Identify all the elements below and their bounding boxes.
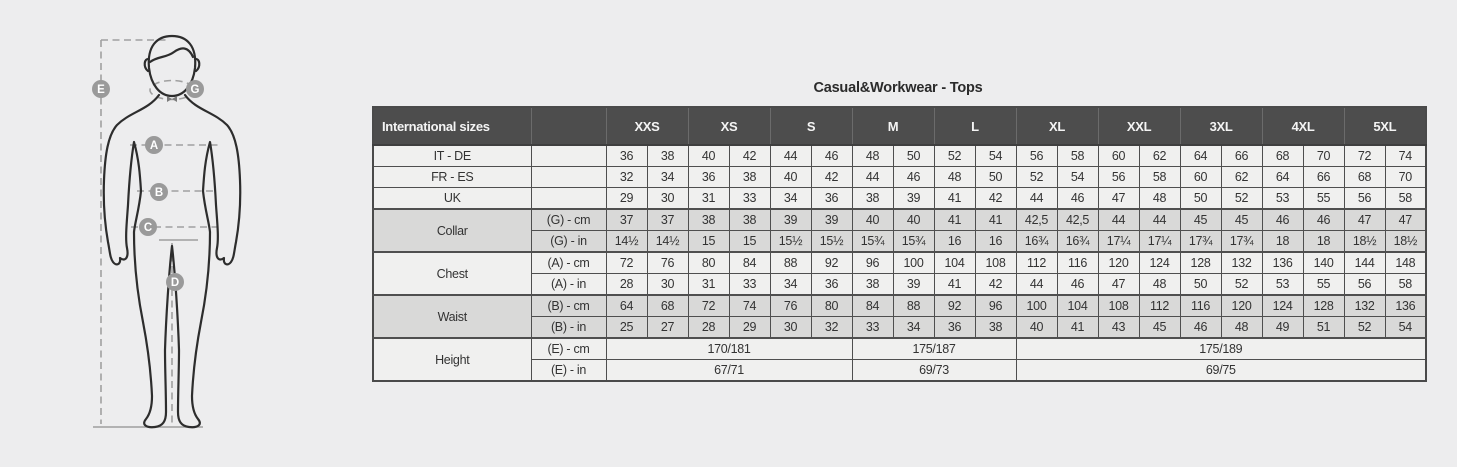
hair-line: [150, 48, 193, 62]
value-cell: 64: [1262, 167, 1303, 188]
value-cell: 17¾: [1180, 231, 1221, 253]
row-sub-label: [531, 188, 606, 210]
value-cell: 80: [811, 295, 852, 317]
body-figure-svg: [40, 12, 290, 460]
value-cell: 170/181: [606, 338, 852, 360]
value-cell: 80: [688, 252, 729, 274]
row-sub-label: [531, 167, 606, 188]
value-cell: 175/187: [852, 338, 1016, 360]
value-cell: 100: [1016, 295, 1057, 317]
page-title: Casual&Workwear - Tops: [813, 80, 983, 96]
measure-letter-e: E: [97, 84, 105, 96]
value-cell: 34: [647, 167, 688, 188]
measure-letter-b: B: [154, 187, 164, 199]
row-sub-label: (E) - cm: [531, 338, 606, 360]
value-cell: 96: [975, 295, 1016, 317]
value-cell: 56: [1098, 167, 1139, 188]
value-cell: 50: [1180, 188, 1221, 210]
header-row: [373, 107, 1426, 145]
measure-label-d: [166, 273, 184, 291]
value-cell: 49: [1262, 317, 1303, 339]
value-cell: 54: [975, 145, 1016, 167]
value-cell: 29: [606, 188, 647, 210]
value-cell: 50: [1180, 274, 1221, 296]
value-cell: 60: [1180, 167, 1221, 188]
value-cell: 17¼: [1139, 231, 1180, 253]
row-label: IT - DE: [373, 145, 531, 167]
value-cell: 29: [729, 317, 770, 339]
size-header-m: M: [852, 107, 934, 145]
value-cell: 39: [893, 274, 934, 296]
value-cell: 44: [1016, 274, 1057, 296]
value-cell: 16: [975, 231, 1016, 253]
value-cell: 55: [1303, 188, 1344, 210]
value-cell: 116: [1180, 295, 1221, 317]
value-cell: 38: [975, 317, 1016, 339]
value-cell: 74: [729, 295, 770, 317]
value-cell: 40: [893, 209, 934, 231]
value-cell: 53: [1262, 274, 1303, 296]
row-sub-label: (A) - cm: [531, 252, 606, 274]
value-cell: 47: [1344, 209, 1385, 231]
value-cell: 140: [1303, 252, 1344, 274]
value-cell: 44: [770, 145, 811, 167]
value-cell: 67/71: [606, 360, 852, 382]
row-label: Collar: [373, 209, 531, 252]
value-cell: 15: [688, 231, 729, 253]
value-cell: 14½: [647, 231, 688, 253]
value-cell: 84: [729, 252, 770, 274]
row-sub-label: (A) - in: [531, 274, 606, 296]
value-cell: 132: [1221, 252, 1262, 274]
row-label: FR - ES: [373, 167, 531, 188]
value-cell: 60: [1098, 145, 1139, 167]
value-cell: 112: [1016, 252, 1057, 274]
value-cell: 41: [934, 188, 975, 210]
value-cell: 17¾: [1221, 231, 1262, 253]
body-measurement-figure: [40, 12, 290, 460]
value-cell: 84: [852, 295, 893, 317]
value-cell: 39: [893, 188, 934, 210]
value-cell: 17¼: [1098, 231, 1139, 253]
table-row: [373, 167, 1426, 188]
value-cell: 54: [1057, 167, 1098, 188]
value-cell: 69/73: [852, 360, 1016, 382]
value-cell: 16: [934, 231, 975, 253]
value-cell: 132: [1344, 295, 1385, 317]
value-cell: 58: [1385, 274, 1426, 296]
value-cell: 50: [893, 145, 934, 167]
value-cell: 39: [811, 209, 852, 231]
value-cell: 76: [647, 252, 688, 274]
value-cell: 124: [1139, 252, 1180, 274]
value-cell: 27: [647, 317, 688, 339]
table-row: [373, 209, 1426, 231]
value-cell: 44: [852, 167, 893, 188]
value-cell: 64: [1180, 145, 1221, 167]
value-cell: 28: [606, 274, 647, 296]
measure-letter-a: A: [149, 140, 159, 152]
value-cell: 47: [1098, 274, 1139, 296]
size-chart-table: [372, 106, 1427, 382]
value-cell: 36: [811, 188, 852, 210]
value-cell: 42: [811, 167, 852, 188]
value-cell: 58: [1385, 188, 1426, 210]
table-row: [373, 338, 1426, 360]
value-cell: 46: [1262, 209, 1303, 231]
value-cell: 46: [893, 167, 934, 188]
value-cell: 33: [729, 188, 770, 210]
value-cell: 41: [934, 209, 975, 231]
measure-letter-c: C: [143, 222, 153, 234]
value-cell: 45: [1180, 209, 1221, 231]
value-cell: 72: [688, 295, 729, 317]
size-header-4xl: 4XL: [1262, 107, 1344, 145]
value-cell: 32: [606, 167, 647, 188]
value-cell: 58: [1057, 145, 1098, 167]
value-cell: 112: [1139, 295, 1180, 317]
measure-label-g: [186, 80, 204, 98]
value-cell: 74: [1385, 145, 1426, 167]
value-cell: 45: [1139, 317, 1180, 339]
value-cell: 37: [647, 209, 688, 231]
value-cell: 43: [1098, 317, 1139, 339]
value-cell: 15¾: [852, 231, 893, 253]
table-row: [373, 252, 1426, 274]
value-cell: 36: [606, 145, 647, 167]
value-cell: 46: [811, 145, 852, 167]
value-cell: 31: [688, 274, 729, 296]
size-header-3xl: 3XL: [1180, 107, 1262, 145]
value-cell: 100: [893, 252, 934, 274]
value-cell: 64: [606, 295, 647, 317]
size-header-5xl: 5XL: [1344, 107, 1426, 145]
value-cell: 88: [893, 295, 934, 317]
value-cell: 42: [729, 145, 770, 167]
value-cell: 52: [1221, 274, 1262, 296]
row-label: Chest: [373, 252, 531, 295]
value-cell: 51: [1303, 317, 1344, 339]
value-cell: 92: [934, 295, 975, 317]
value-cell: 128: [1303, 295, 1344, 317]
value-cell: 56: [1016, 145, 1057, 167]
row-sub-label: (B) - cm: [531, 295, 606, 317]
table-row: [373, 317, 1426, 339]
value-cell: 56: [1344, 188, 1385, 210]
value-cell: 41: [1057, 317, 1098, 339]
value-cell: 44: [1139, 209, 1180, 231]
value-cell: 66: [1221, 145, 1262, 167]
value-cell: 42: [975, 274, 1016, 296]
measure-letter-g: G: [190, 84, 200, 96]
value-cell: 144: [1344, 252, 1385, 274]
value-cell: 48: [1139, 274, 1180, 296]
measure-label-b: [150, 183, 168, 201]
value-cell: 32: [811, 317, 852, 339]
value-cell: 53: [1262, 188, 1303, 210]
value-cell: 45: [1221, 209, 1262, 231]
size-header-l: L: [934, 107, 1016, 145]
value-cell: 70: [1385, 167, 1426, 188]
value-cell: 42,5: [1016, 209, 1057, 231]
value-cell: 14½: [606, 231, 647, 253]
value-cell: 124: [1262, 295, 1303, 317]
table-row: [373, 188, 1426, 210]
value-cell: 52: [1221, 188, 1262, 210]
value-cell: 46: [1303, 209, 1344, 231]
measure-label-c: [139, 218, 157, 236]
header-spacer-cell: [531, 107, 606, 145]
row-label: Waist: [373, 295, 531, 338]
value-cell: 18: [1303, 231, 1344, 253]
value-cell: 66: [1303, 167, 1344, 188]
row-sub-label: (E) - in: [531, 360, 606, 382]
table-row: [373, 231, 1426, 253]
size-header-xxl: XXL: [1098, 107, 1180, 145]
value-cell: 175/189: [1016, 338, 1426, 360]
size-header-xxs: XXS: [606, 107, 688, 145]
value-cell: 46: [1057, 274, 1098, 296]
size-header-xs: XS: [688, 107, 770, 145]
value-cell: 48: [852, 145, 893, 167]
value-cell: 36: [934, 317, 975, 339]
value-cell: 40: [1016, 317, 1057, 339]
value-cell: 34: [770, 274, 811, 296]
value-cell: 54: [1385, 317, 1426, 339]
value-cell: 38: [852, 274, 893, 296]
value-cell: 16¾: [1057, 231, 1098, 253]
table-row: [373, 295, 1426, 317]
value-cell: 136: [1262, 252, 1303, 274]
value-cell: 33: [852, 317, 893, 339]
value-cell: 70: [1303, 145, 1344, 167]
value-cell: 46: [1180, 317, 1221, 339]
measure-letter-d: D: [170, 277, 180, 289]
value-cell: 36: [811, 274, 852, 296]
table-body: [373, 145, 1426, 381]
value-cell: 30: [647, 188, 688, 210]
value-cell: 41: [975, 209, 1016, 231]
value-cell: 18½: [1385, 231, 1426, 253]
value-cell: 36: [688, 167, 729, 188]
value-cell: 52: [934, 145, 975, 167]
value-cell: 34: [893, 317, 934, 339]
value-cell: 34: [770, 188, 811, 210]
header-international-sizes: International sizes: [373, 107, 531, 145]
value-cell: 18: [1262, 231, 1303, 253]
value-cell: 46: [1057, 188, 1098, 210]
value-cell: 128: [1180, 252, 1221, 274]
value-cell: 44: [1098, 209, 1139, 231]
table-row: [373, 274, 1426, 296]
value-cell: 68: [1262, 145, 1303, 167]
size-header-xl: XL: [1016, 107, 1098, 145]
value-cell: 18½: [1344, 231, 1385, 253]
value-cell: 38: [729, 209, 770, 231]
value-cell: 15½: [770, 231, 811, 253]
value-cell: 120: [1221, 295, 1262, 317]
value-cell: 62: [1139, 145, 1180, 167]
value-cell: 148: [1385, 252, 1426, 274]
value-cell: 47: [1385, 209, 1426, 231]
value-cell: 116: [1057, 252, 1098, 274]
value-cell: 39: [770, 209, 811, 231]
value-cell: 50: [975, 167, 1016, 188]
value-cell: 40: [688, 145, 729, 167]
value-cell: 15¾: [893, 231, 934, 253]
value-cell: 30: [770, 317, 811, 339]
value-cell: 72: [1344, 145, 1385, 167]
row-sub-label: (B) - in: [531, 317, 606, 339]
measure-label-e: [92, 80, 110, 98]
value-cell: 41: [934, 274, 975, 296]
value-cell: 136: [1385, 295, 1426, 317]
table-row: [373, 360, 1426, 382]
value-cell: 31: [688, 188, 729, 210]
value-cell: 38: [647, 145, 688, 167]
value-cell: 68: [1344, 167, 1385, 188]
value-cell: 56: [1344, 274, 1385, 296]
value-cell: 25: [606, 317, 647, 339]
table-row: [373, 145, 1426, 167]
value-cell: 108: [975, 252, 1016, 274]
value-cell: 42,5: [1057, 209, 1098, 231]
value-cell: 120: [1098, 252, 1139, 274]
value-cell: 40: [852, 209, 893, 231]
value-cell: 37: [606, 209, 647, 231]
value-cell: 38: [688, 209, 729, 231]
row-label: Height: [373, 338, 531, 381]
value-cell: 108: [1098, 295, 1139, 317]
value-cell: 16¾: [1016, 231, 1057, 253]
size-header-s: S: [770, 107, 852, 145]
value-cell: 96: [852, 252, 893, 274]
value-cell: 40: [770, 167, 811, 188]
value-cell: 72: [606, 252, 647, 274]
value-cell: 38: [852, 188, 893, 210]
value-cell: 104: [1057, 295, 1098, 317]
value-cell: 30: [647, 274, 688, 296]
value-cell: 62: [1221, 167, 1262, 188]
value-cell: 48: [934, 167, 975, 188]
value-cell: 104: [934, 252, 975, 274]
row-sub-label: (G) - in: [531, 231, 606, 253]
row-sub-label: (G) - cm: [531, 209, 606, 231]
value-cell: 15: [729, 231, 770, 253]
row-sub-label: [531, 145, 606, 167]
value-cell: 48: [1221, 317, 1262, 339]
value-cell: 33: [729, 274, 770, 296]
value-cell: 69/75: [1016, 360, 1426, 382]
value-cell: 76: [770, 295, 811, 317]
value-cell: 42: [975, 188, 1016, 210]
value-cell: 28: [688, 317, 729, 339]
value-cell: 55: [1303, 274, 1344, 296]
measure-label-a: [145, 136, 163, 154]
value-cell: 48: [1139, 188, 1180, 210]
value-cell: 52: [1344, 317, 1385, 339]
value-cell: 44: [1016, 188, 1057, 210]
row-label: UK: [373, 188, 531, 210]
value-cell: 92: [811, 252, 852, 274]
value-cell: 58: [1139, 167, 1180, 188]
value-cell: 47: [1098, 188, 1139, 210]
value-cell: 38: [729, 167, 770, 188]
value-cell: 68: [647, 295, 688, 317]
value-cell: 88: [770, 252, 811, 274]
value-cell: 15½: [811, 231, 852, 253]
value-cell: 52: [1016, 167, 1057, 188]
